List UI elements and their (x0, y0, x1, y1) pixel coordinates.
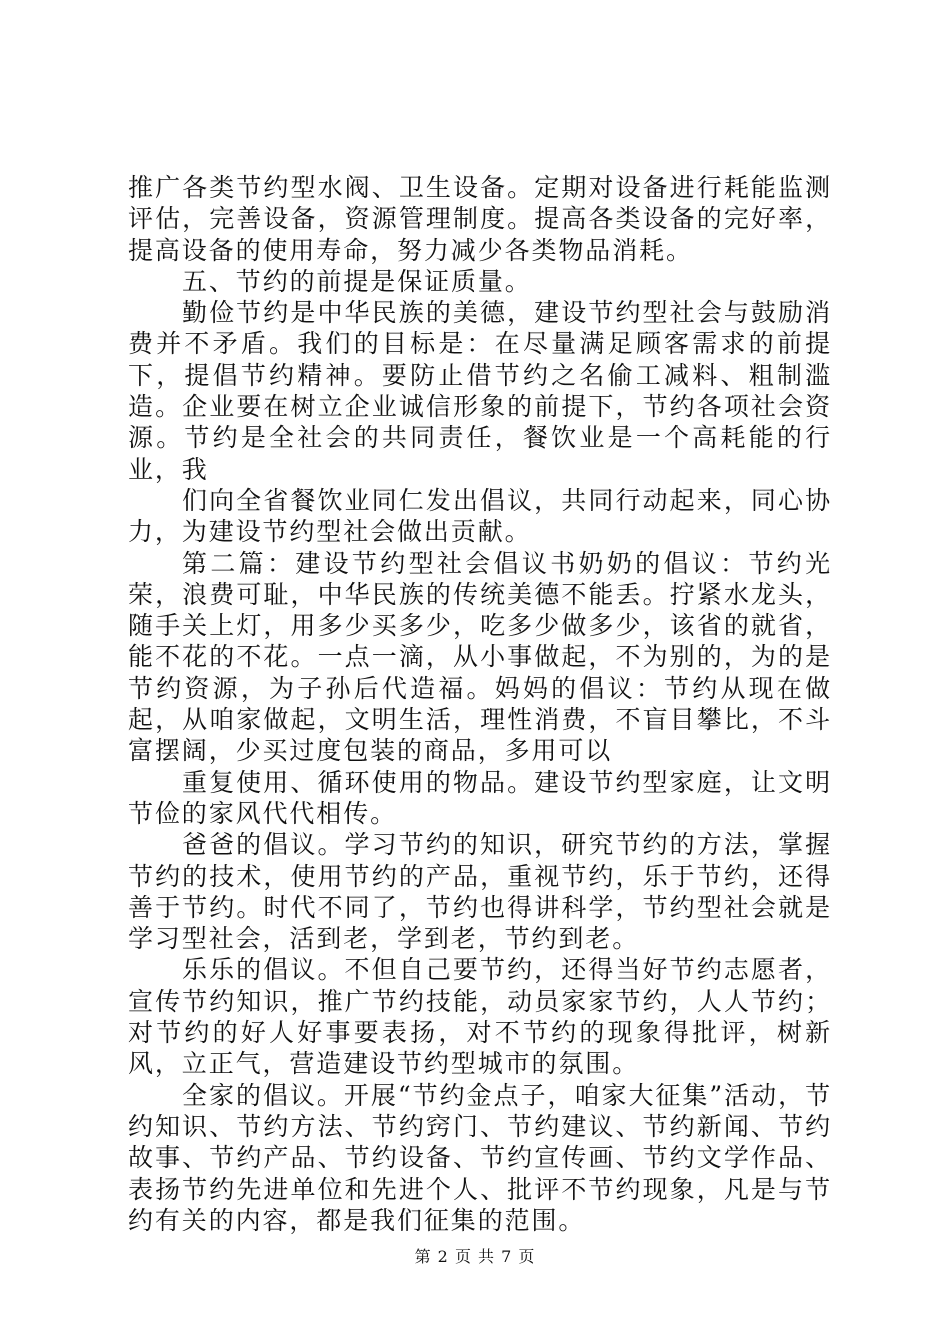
paragraph-2-heading: 五、节约的前提是保证质量。 (182, 266, 532, 296)
paragraph-8: 乐乐的倡议。不但自己要节约，还得当好节约志愿者，宣传节约知识，推广节约技能，动员家家节约，人人节约；对节约的好人好事要表扬，对不节约的现象得批评，树新风，立正气，营造建设节约型城市的氛围。 (128, 955, 832, 1079)
paragraph-5: 第二篇：建设节约型社会倡议书奶奶的倡议：节约光荣，浪费可耻，中华民族的传统美德不能丢。拧紧水龙头，随手关上灯，用多少买多少，吃多少做多少，该省的就省，能不花的不花。一点一滴，从小事做起，不为别的，为的是节约资源，为子孙后代造福。妈妈的倡议：节约从现在做起，从咱家做起，文明生活，理性消费，不盲目攀比，不斗富摆阔，少买过度包装的商品，多用可以 (128, 548, 832, 766)
paragraph-7: 爸爸的倡议。学习节约的知识，研究节约的方法，掌握节约的技术，使用节约的产品，重视节约，乐于节约，还得善于节约。时代不同了，节约也得讲科学，节约型社会就是学习型社会，活到老，学到老，节约到老。 (128, 830, 832, 954)
document-body (128, 172, 832, 1236)
paragraph-3: 勤俭节约是中华民族的美德，建设节约型社会与鼓励消费并不矛盾。我们的目标是：在尽量满足顾客需求的前提下，提倡节约精神。要防止借节约之名偷工减料、粗制滥造。企业要在树立企业诚信形象的前提下，节约各项社会资源。节约是全社会的共同责任，餐饮业是一个高耗能的行业，我 (128, 298, 832, 484)
page-footer (0, 1244, 950, 1267)
page-number-label: 第 2 页 共 7 页 (414, 1247, 536, 1266)
paragraph-6: 重复使用、循环使用的物品。建设节约型家庭，让文明节俭的家风代代相传。 (128, 767, 832, 828)
paragraph-1: 推广各类节约型水阀、卫生设备。定期对设备进行耗能监测评估，完善设备，资源管理制度。提高各类设备的完好率，提高设备的使用寿命，努力减少各类物品消耗。 (128, 173, 832, 265)
paragraph-9: 全家的倡议。开展“节约金点子，咱家大征集”活动，节约知识、节约方法、节约窍门、节约建议、节约新闻、节约故事、节约产品、节约设备、节约宣传画、节约文学作品、表扬节约先进单位和先进个人、批评不节约现象，凡是与节约有关的内容，都是我们征集的范围。 (128, 1080, 832, 1235)
paragraph-4: 们向全省餐饮业同仁发出倡议，共同行动起来，同心协力，为建设节约型社会做出贡献。 (128, 485, 832, 547)
